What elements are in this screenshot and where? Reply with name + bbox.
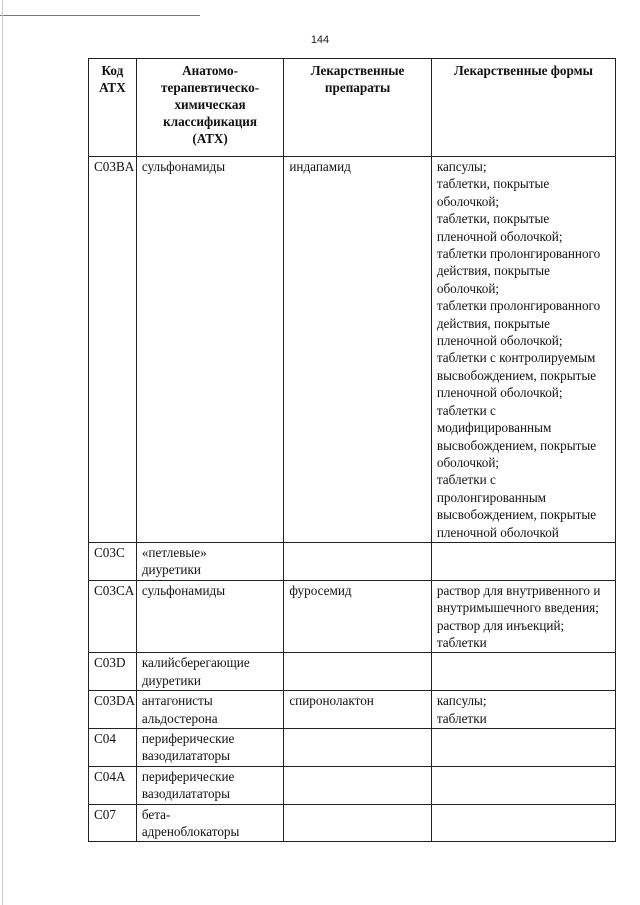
cell-text-line: пролонгированным <box>436 489 547 505</box>
cell-text-line: Анатомо- <box>182 63 238 78</box>
dosage-forms-cell <box>431 729 615 767</box>
cell-text-line: таблетки с контролируемым <box>436 350 596 366</box>
cell-text-line: таблетки <box>436 634 487 650</box>
scan-edge-line <box>0 15 200 16</box>
cell-text-line: капсулы; <box>436 693 487 709</box>
dosage-forms-cell <box>431 804 615 842</box>
atx-code-cell: C04 <box>89 729 137 767</box>
cell-text-line: периферические <box>141 768 235 784</box>
cell-text-line: (АТХ) <box>192 131 228 146</box>
cell-text-line: Лекарственные формы <box>453 63 593 78</box>
table-header-row <box>89 59 616 157</box>
dosage-forms-cell <box>431 653 615 691</box>
cell-text-line: внутримышечного введения; <box>436 600 599 616</box>
cell-text-line: адреноблокаторы <box>141 824 240 840</box>
cell-text-line: периферические <box>141 731 235 746</box>
cell-text-line: химическая <box>174 97 246 112</box>
cell-text-line: терапевтическо- <box>161 80 260 95</box>
atx-code-cell: C07 <box>89 804 137 842</box>
table-row <box>89 804 616 842</box>
table-row <box>89 157 616 543</box>
dosage-forms-cell <box>431 157 615 543</box>
page-number: 144 <box>310 34 330 46</box>
cell-text-line: высвобождением, покрытые <box>436 367 597 383</box>
drug-cell <box>284 766 432 804</box>
atx-code-cell: C03CA <box>89 580 137 653</box>
dosage-forms-cell <box>431 580 615 653</box>
classification-cell <box>136 157 284 543</box>
header-forms <box>431 59 615 157</box>
atx-code-cell: C03DA <box>89 691 137 729</box>
classification-cell <box>136 542 284 580</box>
cell-text-line: фуросемид <box>289 582 352 598</box>
cell-text-line: антагонисты <box>141 693 213 709</box>
cell-text-line: сульфонамиды <box>141 159 226 174</box>
cell-text-line: калийсберегающие <box>141 655 250 671</box>
cell-text-line: бета- <box>141 806 171 822</box>
cell-text-line: модифицированным <box>436 420 552 436</box>
cell-text-line: капсулы; <box>436 159 487 174</box>
cell-text-line: таблетки <box>436 710 487 726</box>
cell-text-line: классификация <box>163 114 258 129</box>
table-body <box>89 157 616 842</box>
cell-text-line: сульфонамиды <box>141 582 226 598</box>
drug-cell <box>284 580 432 653</box>
cell-text-line: пленочной оболочкой; <box>436 385 563 401</box>
dosage-forms-cell <box>431 766 615 804</box>
table-row <box>89 766 616 804</box>
cell-text-line: таблетки с <box>436 472 496 488</box>
table-row <box>89 653 616 691</box>
cell-text-line: оболочкой; <box>436 454 500 470</box>
cell-text-line: вазодилататоры <box>141 748 230 764</box>
table-row <box>89 729 616 767</box>
cell-text-line: таблетки пролонгированного <box>436 246 601 262</box>
scan-margin-line <box>2 0 3 905</box>
cell-text-line: альдостерона <box>141 710 218 726</box>
cell-text-line: раствор для инъекций; <box>436 617 565 633</box>
classification-cell <box>136 580 284 653</box>
cell-text-line: АТХ <box>99 80 126 95</box>
cell-text-line: пленочной оболочкой; <box>436 333 563 349</box>
drug-cell <box>284 691 432 729</box>
classification-cell <box>136 766 284 804</box>
drug-cell <box>284 542 432 580</box>
atx-code-cell: C04A <box>89 766 137 804</box>
cell-text-line: высвобождением, покрытые <box>436 507 597 523</box>
table-row <box>89 542 616 580</box>
cell-text-line: индапамид <box>289 159 351 174</box>
cell-text-line: «петлевые» <box>141 544 207 560</box>
cell-text-line: таблетки, покрытые <box>436 176 550 192</box>
drug-cell <box>284 729 432 767</box>
cell-text-line: препараты <box>324 80 391 95</box>
cell-text-line: пленочной оболочкой; <box>436 228 563 244</box>
dosage-forms-cell <box>431 691 615 729</box>
atx-code-cell: C03C <box>89 542 137 580</box>
drug-cell <box>284 157 432 543</box>
cell-text-line: таблетки с <box>436 402 496 418</box>
cell-text-line: диуретики <box>141 562 201 578</box>
atx-drug-table <box>88 58 616 842</box>
header-drugs <box>284 59 432 157</box>
table-row <box>89 580 616 653</box>
cell-text-line: диуретики <box>141 672 201 688</box>
cell-text-line: оболочкой; <box>436 280 500 296</box>
cell-text-line: пленочной оболочкой <box>436 524 559 540</box>
cell-text-line: вазодилататоры <box>141 786 230 802</box>
cell-text-line: Лекарственные <box>310 63 405 78</box>
classification-cell <box>136 804 284 842</box>
cell-text-line: Код <box>101 63 124 78</box>
cell-text-line: оболочкой; <box>436 193 500 209</box>
classification-cell <box>136 691 284 729</box>
header-classification <box>136 59 284 157</box>
drug-cell <box>284 804 432 842</box>
dosage-forms-cell <box>431 542 615 580</box>
drug-cell <box>284 653 432 691</box>
classification-cell <box>136 653 284 691</box>
cell-text-line: раствор для внутривенного и <box>436 582 601 598</box>
cell-text-line: таблетки пролонгированного <box>436 298 601 314</box>
classification-cell <box>136 729 284 767</box>
cell-text-line: действия, покрытые <box>436 315 551 331</box>
cell-text-line: спиронолактон <box>289 693 374 709</box>
cell-text-line: действия, покрытые <box>436 263 551 279</box>
atx-code-cell: C03BA <box>89 157 137 543</box>
table-row <box>89 691 616 729</box>
atx-code-cell: C03D <box>89 653 137 691</box>
header-code <box>89 59 137 157</box>
cell-text-line: таблетки, покрытые <box>436 211 550 227</box>
cell-text-line: высвобождением, покрытые <box>436 437 597 453</box>
